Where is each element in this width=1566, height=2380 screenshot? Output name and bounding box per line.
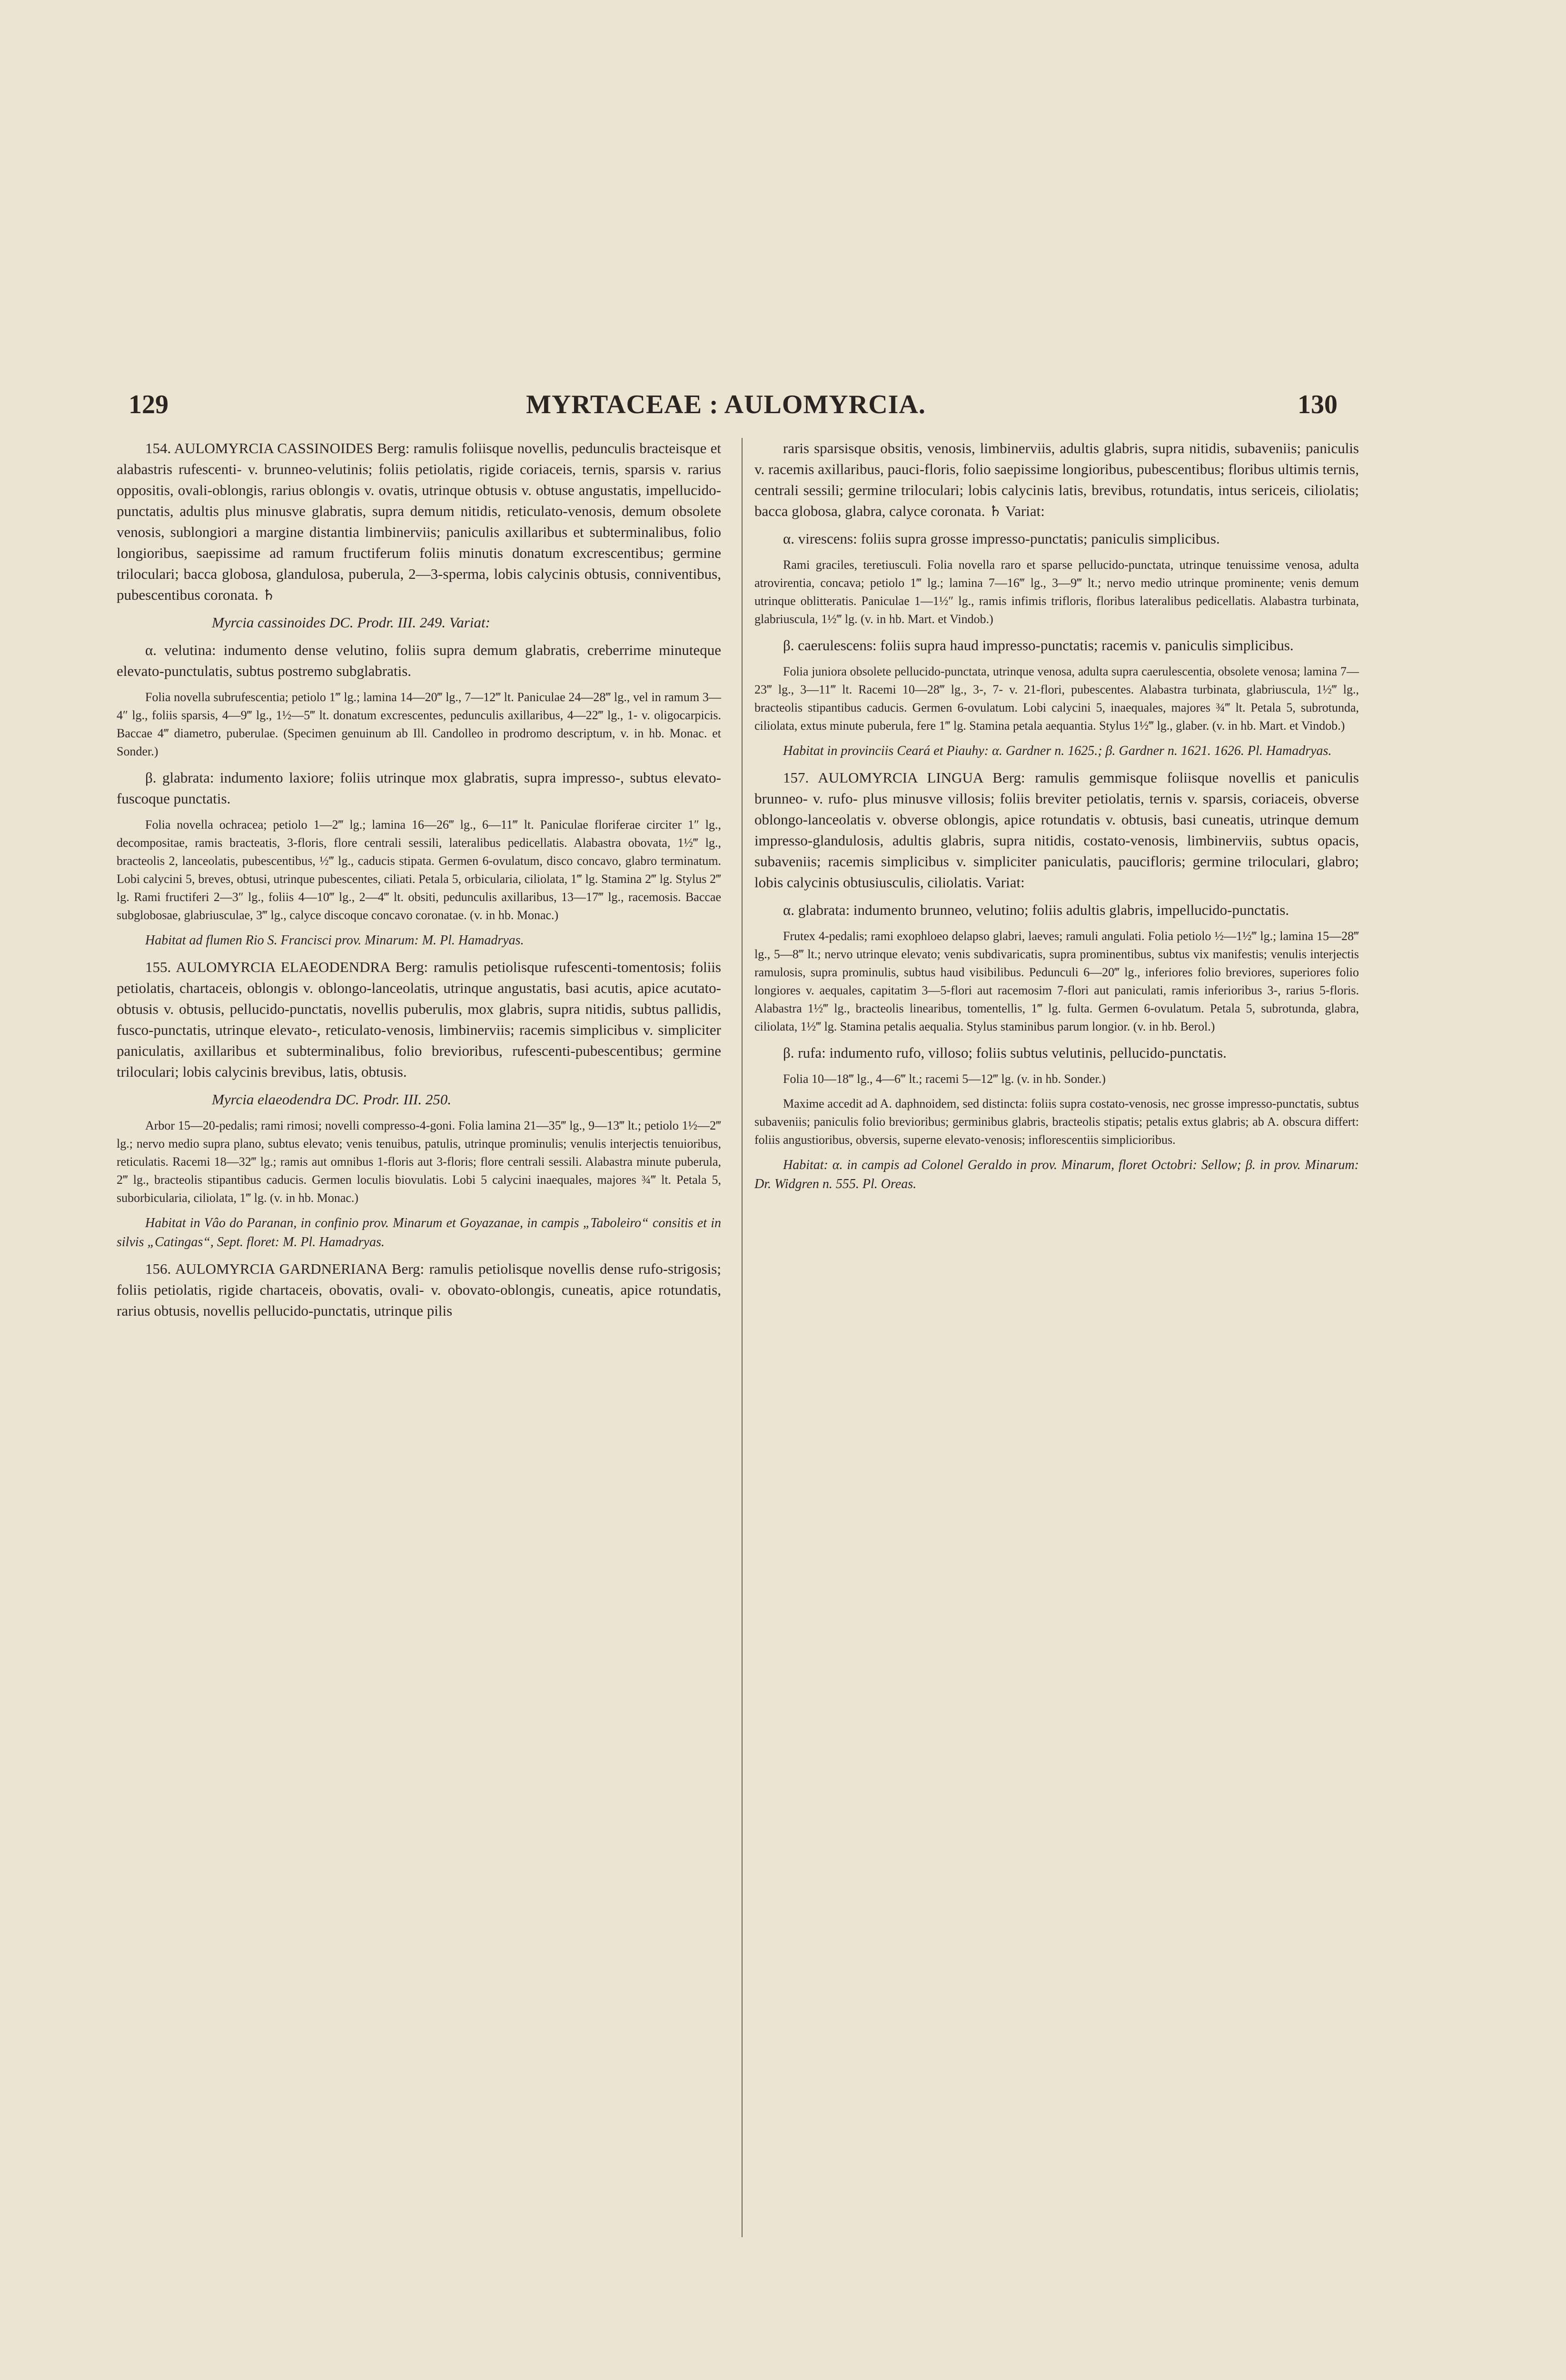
entry-155-synonym: Myrcia elaeodendra DC. Prodr. III. 250. — [212, 1091, 452, 1108]
entry-154-alpha-details: Folia novella subrufescentia; petiolo 1‴ lg.; lamina 14—20‴ lg., 7—12‴ lt. Paniculae 24—28‴ lg., vel in ramum 3—4″ lg., foliis sparsis, 4—9‴ lg., 1½—5‴ lt. donatum excrescentes, pedunculis axillaribus, 4—22‴ lg., 1- v. oligocarpicis. Baccae 4‴ diametro, puberulae. (Specimen genuinum ab Ill. Candolleo in prodromo descriptum, v. in hb. Monac. et Sonder.) — [117, 690, 721, 758]
entry-157-note: Maxime accedit ad A. daphnoidem, sed distincta: foliis supra costato-venosis, nec grosse impresso-punctatis, subtus subaveniis; paniculis folio brevioribus; germinibus glabris, bracteolis stipatis; petalis extus glabris; ab A. obscura differt: foliis angustioribus, obversis, superne elevato-venosis; inflorescentiis simplicioribus. — [754, 1097, 1359, 1147]
right-column — [754, 438, 1359, 1200]
entry-157-variety-beta: β. rufa: indumento rufo, villoso; foliis subtus velutinis, pellucido-punctatis. — [783, 1044, 1227, 1061]
entry-156-alpha-details: Rami graciles, teretiusculi. Folia novella raro et sparse pellucido-punctata, utrinque tenuissime venosa, adulta atrovirentia, concava; petiolo 1‴ lg.; lamina 7—16‴ lg., 3—9‴ lt.; nervo medio utrinque prominente; venis demum utrinque oblitteratis. Paniculae 1—1½″ lg., ramis infimis trifloris, floribus lateralibus pedicellatis. Alabastra turbinata, glabriuscula, 1½‴ lg. (v. in hb. Mart. et Vindob.) — [754, 558, 1359, 626]
running-title: MYRTACEAE : AULOMYRCIA. — [526, 390, 926, 419]
page-number-left: 129 — [129, 390, 168, 419]
entry-156-beta-details: Folia juniora obsolete pellucido-punctata, utrinque venosa, adulta supra caerulescentia, obsolete venosa; lamina 7—23‴ lg., 3—11‴ lt. Racemi 10—28‴ lg., 3-, 7- v. 21-flori, pubescentes. Alabastra turbinata, glabriuscula, 1½‴ lg., bracteolis stipantibus caducis. Germen 6-ovulatum. Lobi calycini 5, inaequales, majores ¾‴ lt. Petala 5, subrotunda, ciliolata, extus minute puberula, fere 1‴ lg. Stamina petala aequantia. Stylus 1½‴ lg., glaber. (v. in hb. Mart. et Vindob.) — [754, 664, 1359, 733]
entry-154-variety-beta: β. glabrata: indumento laxiore; foliis utrinque mox glabratis, supra impresso-, subtus elevato- fuscoque punctatis. — [117, 769, 721, 807]
entry-157-variety-alpha: α. glabrata: indumento brunneo, velutino; foliis adultis glabris, impellucido-punctatis. — [783, 902, 1289, 918]
entry-156-description-cont: raris sparsisque obsitis, venosis, limbinerviis, adultis glabris, supra nitidis, subaveniis; paniculis v. racemis axillaribus, pauci-floris, folio saepissime longioribus, pubescentibus; floribus ultimis ternis, centrali sessili; germine triloculari; lobis calycinis latis, brevibus, rotundatis, intus sericeis, ciliolatis; bacca globosa, glabra, calyce coronata. ♄ Variat: — [754, 440, 1359, 519]
page-header — [114, 389, 1338, 427]
entry-154-habitat: Habitat ad flumen Rio S. Francisci prov. Minarum: M. Pl. Hamadryas. — [145, 933, 524, 948]
left-column — [117, 438, 721, 1328]
page-number-right: 130 — [1298, 390, 1338, 419]
column-divider — [742, 438, 743, 2237]
entry-157-alpha-details: Frutex 4-pedalis; rami exophloeo delapso glabri, laeves; ramuli angulati. Folia petiolo ½—1½‴ lg.; lamina 15—28‴ lg., 5—8‴ lt.; nervo utrinque elevato; venis subdivaricatis, supra prominentibus, subtus vix manifestis; venulis interjectis ramulosis, supra prominulis, subtus haud visibilibus. Pedunculi 6—20‴ lg., inferiores folio breviores, superiores folio longiores v. aequales, capitatim 3—5-flori aut racemosim 7-flori aut paniculati, ramis inferioribus 3-, rarius 5-floris. Alabastra 1½‴ lg., bracteolis linearibus, tomentellis, 1‴ lg. fulta. Germen 6-ovulatum. Petala 5, subrotunda, glabra, ciliolata, 1½‴ lg. Stamina petalis aequalia. Stylus staminibus parum longior. (v. in hb. Berol.) — [754, 929, 1359, 1033]
entry-157-beta-details: Folia 10—18‴ lg., 4—6‴ lt.; racemi 5—12‴ lg. (v. in hb. Sonder.) — [783, 1072, 1106, 1086]
entry-155-description: 155. AULOMYRCIA ELAEODENDRA Berg: ramulis petiolisque rufescenti-tomentosis; foliis petiolatis, chartaceis, oblongis v. oblongo-lanceolatis, utrinque angustatis, basi acutis, apice acutato-obtusis v. obtusis, pellucido-punctatis, novellis puberulis, mox glabris, supra nitidis, subtus pallidis, fusco-punctatis, utrinque elevato-, reticulato-venosis, limbinerviis; racemis simplicibus v. simpliciter paniculatis, axillaribus et subterminalibus, folio brevioribus, rufescenti-pubescentibus; germine triloculari; lobis calycinis brevibus, latis, obtusis. — [117, 959, 721, 1080]
entry-155-habitat: Habitat in Vâo do Paranan, in confinio prov. Minarum et Goyazanae, in campis „Taboleiro“ consitis et in silvis „Catingas“, Sept. floret: M. Pl. Hamadryas. — [117, 1216, 721, 1250]
entry-154-beta-details: Folia novella ochracea; petiolo 1—2‴ lg.; lamina 16—26‴ lg., 6—11‴ lt. Paniculae floriferae circiter 1″ lg., decompositae, ramis bracteatis, 3-floris, flore centrali sessili, lateralibus pedicellatis. Alabastra obovata, 1½‴ lg., bracteolis 2, lanceolatis, pubescentibus, ½‴ lg., caducis stipata. Germen 6-ovulatum, disco concavo, glabro terminatum. Lobi calycini 5, breves, obtusi, utrinque pubescentes, ciliati. Petala 5, orbicularia, ciliolata, 1‴ lg. Stamina 2‴ lg. Stylus 2‴ lg. Rami fructiferi 2—3″ lg., foliis 4—10‴ lg., 2—4‴ lt. obsiti, pedunculis axillaribus, 13—17‴ lg., racemosis. Baccae subglobosae, glabriusculae, 3‴ lg., calyce discoque concavo coronatae. (v. in hb. Monac.) — [117, 818, 721, 922]
entry-156-variety-alpha: α. virescens: foliis supra grosse impresso-punctatis; paniculis simplicibus. — [783, 530, 1220, 547]
entry-154-variety-alpha: α. velutina: indumento dense velutino, foliis supra demum glabratis, creberrime minuteque elevato-punctulatis, subtus postremo subglabratis. — [117, 642, 721, 679]
entry-154-synonym: Myrcia cassinoides DC. Prodr. III. 249. Variat: — [212, 614, 490, 631]
entry-154-description: 154. AULOMYRCIA CASSINOIDES Berg: ramulis foliisque novellis, pedunculis bracteisque et alabastris rufescenti- v. brunneo-velutinis; foliis petiolatis, rigide coriaceis, ternis, sparsis v. rarius oppositis, ovali-oblongis, rarius oblongis v. ovatis, utrinque obtusis v. obtuse angustatis, impellucido-punctatis, adultis plus minusve glabratis, supra demum nitidis, reticulato-venosis, demum obsolete venosis, sublongiori a margine distantia limbinerviis; paniculis axillaribus et subterminalibus, folio longioribus, saepissime ad ramum fructiferum foliis minutis donatum excrescentibus; germine triloculari; bacca globosa, glandulosa, puberula, 2—3-sperma, lobis calycinis obtusis, conniventibus, pubescentibus coronata. ♄ — [117, 440, 721, 603]
entry-156-habitat: Habitat in provinciis Ceará et Piauhy: α. Gardner n. 1625.; β. Gardner n. 1621. 1626. Pl. Hamadryas. — [783, 744, 1332, 758]
entry-157-description: 157. AULOMYRCIA LINGUA Berg: ramulis gemmisque foliisque novellis et paniculis brunneo- v. rufo- plus minusve villosis; foliis breviter petiolatis, ternis v. sparsis, coriaceis, obverse oblongo-lanceolatis v. obverse oblongis, apice rotundatis v. obtusis, basi cuneatis, utrinque demum impresso-glandulosis, adultis glabris, supra nitidis, costato-venosis, limbinerviis, subtus opacis, subaveniis; racemis simplicibus v. simpliciter paniculatis, paucifloris; germine triloculari, glabro; lobis calycinis obtusiusculis, ciliolatis. Variat: — [754, 769, 1359, 891]
entry-157-habitat: Habitat: α. in campis ad Colonel Geraldo in prov. Minarum, floret Octobri: Sellow; β. in prov. Minarum: Dr. Widgren n. 555. Pl. Oreas. — [754, 1158, 1359, 1191]
entry-156-description: 156. AULOMYRCIA GARDNERIANA Berg: ramulis petiolisque novellis dense rufo-strigosis; foliis petiolatis, rigide chartaceis, obovatis, ovali- v. obovato-oblongis, cuneatis, apice rotundatis, rarius obtusis, novellis pellucido-punctatis, utrinque pilis — [117, 1260, 721, 1319]
entry-155-details: Arbor 15—20-pedalis; rami rimosi; novelli compresso-4-goni. Folia lamina 21—35‴ lg., 9—13‴ lt.; petiolo 1½—2‴ lg.; nervo medio supra plano, subtus elevato; venis tenuibus, patulis, utrinque prominulis; venulis interjectis tenuioribus, reticulatis. Racemi 18—32‴ lg.; ramis aut omnibus 1-floris aut 3-floris; flore centrali sessili. Alabastra minute puberula, 2‴ lg., bracteolis stipantibus caducis. Germen loculis biovulatis. Lobi 5 calycini inaequales, majores ¾‴ lt. Petala 5, suborbicularia, ciliolata, 1‴ lg. (v. in hb. Monac.) — [117, 1119, 721, 1205]
entry-156-variety-beta: β. caerulescens: foliis supra haud impresso-punctatis; racemis v. paniculis simplicibus. — [783, 637, 1294, 654]
